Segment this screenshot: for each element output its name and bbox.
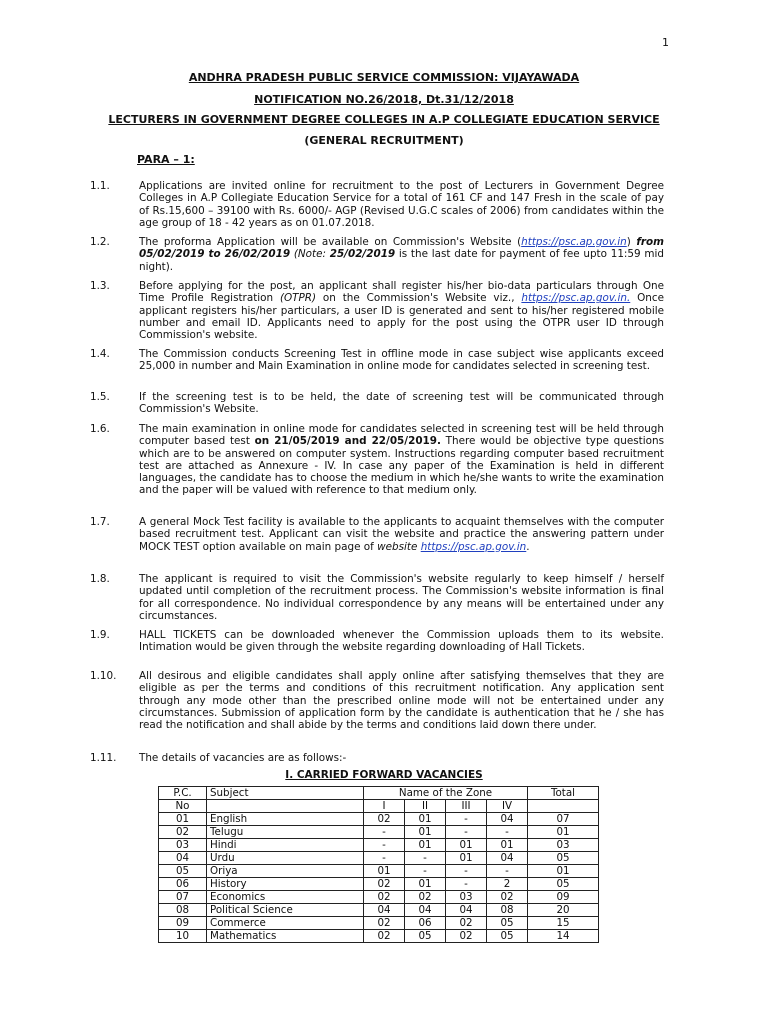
total-cell: 07 (528, 813, 599, 826)
clause-number: 1.1. (90, 180, 110, 192)
commission-title: ANDHRA PRADESH PUBLIC SERVICE COMMISSION: VIJAYAWADA (188, 71, 580, 84)
text-run: There would be objective type questions which are to be answered on computer system. Instructions regarding computer based recruitment test are attached as Annexure - IV. In case any paper of the Examination is held in different languages, the candidate has to choose the medium in which he/she wants to write the examination and the paper will be valued with reference to that medium only. (139, 435, 664, 497)
header-blank (207, 800, 364, 813)
clause-text (139, 423, 664, 497)
header-zone-ii: II (405, 800, 446, 813)
clause-text (139, 280, 664, 341)
header-zone-iv: IV (487, 800, 528, 813)
zone-ii-cell: 01 (405, 878, 446, 891)
clause-number: 1.6. (90, 423, 110, 435)
header-subject: Subject (207, 787, 364, 800)
clause-number: 1.11. (90, 752, 117, 764)
total-cell: 03 (528, 839, 599, 852)
table-header-row (159, 800, 599, 813)
pc-cell: 05 (159, 865, 207, 878)
zone-ii-cell: - (405, 852, 446, 865)
subject-cell: Economics (207, 891, 364, 904)
text-run: Once applicant registers his/her particulars, a user ID is generated and sent to his/her registered mobile number and email ID. Applicants need to apply for the post using the OTPR user ID through Commission's website. (139, 292, 664, 342)
table-header-row (159, 787, 599, 800)
pc-cell: 04 (159, 852, 207, 865)
header-zone: Name of the Zone (364, 787, 528, 800)
vacancy-rows (159, 813, 599, 943)
zone-iv-cell: - (487, 826, 528, 839)
clause-number: 1.3. (90, 280, 110, 292)
table-row (159, 852, 599, 865)
zone-iv-cell: 2 (487, 878, 528, 891)
header-zone-i: I (364, 800, 405, 813)
fee-last-date: 25/02/2019 (329, 248, 396, 261)
mock-test-website-link[interactable]: https://psc.ap.gov.in (420, 540, 527, 553)
table-row (159, 917, 599, 930)
zone-iv-cell: 04 (487, 813, 528, 826)
clause-number: 1.7. (90, 516, 110, 528)
pc-cell: 07 (159, 891, 207, 904)
zone-iv-cell: 05 (487, 930, 528, 943)
zone-i-cell: 02 (364, 813, 405, 826)
zone-iv-cell: 05 (487, 917, 528, 930)
text-run: ) (626, 236, 637, 248)
pc-cell: 10 (159, 930, 207, 943)
zone-iv-cell: 08 (487, 904, 528, 917)
total-cell: 20 (528, 904, 599, 917)
subject-cell: English (207, 813, 364, 826)
clause-text: Applications are invited online for recruitment to the post of Lecturers in Government Degree Colleges in A.P Collegiate Education Service for a total of 161 CF and 147 Fresh in the scale of pay of Rs.15,600 – 39100 with Rs. 6000/- AGP (Revised U.G.C scales of 2006) from candidates within the age group of 18 - 42 years as on 01.07.2018. (139, 180, 664, 229)
zone-iv-cell: 01 (487, 839, 528, 852)
header-blank (528, 800, 599, 813)
subject-cell: Telugu (207, 826, 364, 839)
zone-iii-cell: 03 (446, 891, 487, 904)
zone-i-cell: 02 (364, 891, 405, 904)
header-pc: P.C. (173, 787, 192, 799)
pc-cell: 09 (159, 917, 207, 930)
zone-ii-cell: - (405, 865, 446, 878)
table-row (159, 930, 599, 943)
clause-text (139, 516, 664, 553)
para-heading: PARA – 1: (137, 153, 195, 166)
commission-website-link[interactable]: https://psc.ap.gov.in. (521, 292, 631, 305)
exam-dates: on 21/05/2019 and 22/05/2019. (254, 435, 441, 448)
zone-iv-cell: - (487, 865, 528, 878)
clause-text (139, 236, 664, 273)
header-pc-no (159, 787, 207, 800)
zone-iii-cell: 02 (446, 917, 487, 930)
clause-text: If the screening test is to be held, the date of screening test will be communicated through Commission's Website. (139, 391, 664, 416)
zone-iii-cell: - (446, 813, 487, 826)
subject-cell: Commerce (207, 917, 364, 930)
zone-iii-cell: 01 (446, 839, 487, 852)
zone-iii-cell: 02 (446, 930, 487, 943)
zone-ii-cell: 04 (405, 904, 446, 917)
zone-iii-cell: - (446, 826, 487, 839)
zone-i-cell: 01 (364, 865, 405, 878)
text-run: The main examination in online mode for candidates selected in screening test will be held through computer based test (139, 423, 664, 448)
zone-ii-cell: 01 (405, 826, 446, 839)
total-cell: 14 (528, 930, 599, 943)
total-cell: 09 (528, 891, 599, 904)
zone-iv-cell: 02 (487, 891, 528, 904)
vacancy-table-title: I. CARRIED FORWARD VACANCIES (285, 769, 483, 781)
zone-i-cell: 02 (364, 878, 405, 891)
pc-cell: 06 (159, 878, 207, 891)
clause-number: 1.8. (90, 573, 110, 585)
otpr-abbrev: (OTPR) (279, 292, 317, 305)
commission-website-link[interactable]: https://psc.ap.gov.in (521, 236, 627, 248)
pc-cell: 01 (159, 813, 207, 826)
total-cell: 01 (528, 865, 599, 878)
total-cell: 05 (528, 878, 599, 891)
text-run: on the Commission's Website viz., (316, 292, 522, 305)
text-run: . (526, 540, 530, 553)
subject-cell: Oriya (207, 865, 364, 878)
table-row (159, 904, 599, 917)
clause-number: 1.10. (90, 670, 117, 682)
pc-cell: 03 (159, 839, 207, 852)
zone-i-cell: 02 (364, 917, 405, 930)
clause-text: HALL TICKETS can be downloaded whenever the Commission uploads them to its website. Intimation would be given through the website regarding downloading of Hall Tickets. (139, 629, 664, 654)
total-cell: 05 (528, 852, 599, 865)
text-run: is the last date for payment of fee upto 11:59 mid night). (139, 248, 664, 273)
zone-i-cell: 04 (364, 904, 405, 917)
vacancy-table (158, 786, 599, 943)
text-run: The proforma Application will be available on Commission's Website ( (139, 236, 522, 248)
clause-number: 1.4. (90, 348, 110, 360)
zone-iv-cell: 04 (487, 852, 528, 865)
subject-cell: Hindi (207, 839, 364, 852)
text-run: Before applying for the post, an applicant shall register his/her bio-data particulars through One Time Profile Registration (139, 280, 664, 305)
table-row (159, 839, 599, 852)
zone-ii-cell: 06 (405, 917, 446, 930)
notification-subject: LECTURERS IN GOVERNMENT DEGREE COLLEGES IN A.P COLLEGIATE EDUCATION SERVICE (108, 113, 660, 126)
zone-ii-cell: 01 (405, 839, 446, 852)
subject-cell: History (207, 878, 364, 891)
text-run: A general Mock Test facility is available to the applicants to acquaint themselves with the computer based recruitment test. Applicant can visit the website and practice the answering pattern under MOCK TEST option available on main page of (139, 516, 664, 553)
clause-number: 1.2. (90, 236, 110, 248)
application-dates: from 05/02/2019 to 26/02/2019 (139, 236, 664, 261)
header-total: Total (528, 787, 599, 800)
zone-iii-cell: 04 (446, 904, 487, 917)
zone-ii-cell: 01 (405, 813, 446, 826)
header-no: No (159, 800, 207, 813)
text-run: website (377, 540, 418, 553)
zone-ii-cell: 02 (405, 891, 446, 904)
table-row (159, 826, 599, 839)
subject-cell: Urdu (207, 852, 364, 865)
zone-i-cell: - (364, 852, 405, 865)
notification-number: NOTIFICATION NO.26/2018, Dt.31/12/2018 (254, 93, 514, 106)
zone-i-cell: - (364, 839, 405, 852)
clause-number: 1.9. (90, 629, 110, 641)
page-number: 1 (662, 36, 669, 49)
clause-number: 1.5. (90, 391, 110, 403)
text-run: (Note: (290, 248, 330, 261)
total-cell: 15 (528, 917, 599, 930)
header-zone-iii: III (446, 800, 487, 813)
clause-text: The details of vacancies are as follows:- (139, 752, 347, 764)
subject-cell: Political Science (207, 904, 364, 917)
table-row (159, 813, 599, 826)
zone-i-cell: - (364, 826, 405, 839)
clause-text: All desirous and eligible candidates shall apply online after satisfying themselves that they are eligible as per the terms and conditions of this recruitment notification. Any application sent through any mode other than the prescribed online mode will not be entertained under any circumstances. Submission of application form by the candidate is authentication that he / she has read the notification and shall abide by the terms and conditions laid down there under. (139, 670, 664, 732)
zone-iii-cell: 01 (446, 852, 487, 865)
table-row (159, 878, 599, 891)
table-row (159, 891, 599, 904)
clause-text: The applicant is required to visit the Commission's website regularly to keep himself / herself updated until completion of the recruitment process. The Commission's website information is final for all correspondence. No individual correspondence by any means will be entertained under any circumstances. (139, 573, 664, 622)
clause-text: The Commission conducts Screening Test in offline mode in case subject wise applicants exceed 25,000 in number and Main Examination in online mode for candidates selected in screening test. (139, 348, 664, 373)
zone-iii-cell: - (446, 865, 487, 878)
pc-cell: 02 (159, 826, 207, 839)
table-row (159, 865, 599, 878)
zone-iii-cell: - (446, 878, 487, 891)
pc-cell: 08 (159, 904, 207, 917)
zone-ii-cell: 05 (405, 930, 446, 943)
recruitment-type: (GENERAL RECRUITMENT) (304, 134, 464, 147)
subject-cell: Mathematics (207, 930, 364, 943)
zone-i-cell: 02 (364, 930, 405, 943)
total-cell: 01 (528, 826, 599, 839)
